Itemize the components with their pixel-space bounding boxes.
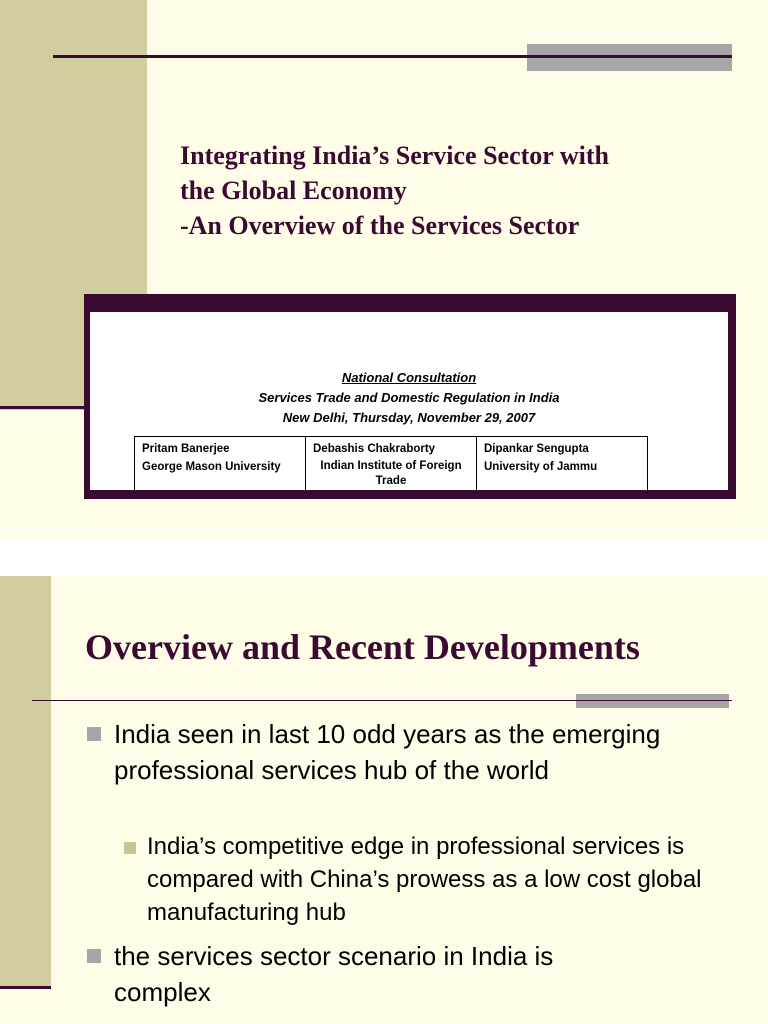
sidebar-tick bbox=[0, 406, 84, 409]
bullet-square-icon bbox=[87, 949, 101, 963]
sidebar-tick bbox=[0, 986, 51, 989]
title-line-1: Integrating India’s Service Sector with bbox=[180, 141, 609, 170]
authors-table bbox=[134, 436, 648, 493]
author-affiliation: George Mason University bbox=[142, 461, 281, 473]
bullet-item: India seen in last 10 odd years as the emerging professional services hub of the world bbox=[114, 719, 661, 785]
title-rule-overlay bbox=[576, 700, 729, 701]
author-affiliation: University of Jammu bbox=[484, 461, 598, 473]
slide-title: Overview and Recent Developments bbox=[85, 627, 640, 667]
bullet-square-icon bbox=[87, 727, 101, 741]
sub-bullet-item: India’s competitive edge in professional services is compared with China’s prowess as a low cost global manufacturing hub bbox=[147, 833, 702, 926]
author-name: Pritam Banerjee bbox=[142, 443, 230, 455]
consultation-place-date: New Delhi, Thursday, November 29, 2007 bbox=[282, 410, 536, 425]
slide-title bbox=[180, 138, 740, 243]
author-name: Dipankar Sengupta bbox=[484, 443, 589, 455]
author-cell bbox=[306, 437, 477, 493]
title-line-2: the Global Economy bbox=[180, 176, 407, 205]
gray-accent-bar bbox=[576, 694, 729, 708]
sub-bullet-square-icon bbox=[124, 842, 136, 854]
consultation-panel bbox=[90, 312, 728, 490]
author-name: Debashis Chakraborty bbox=[313, 443, 436, 455]
consultation-box bbox=[84, 294, 736, 499]
title-line-3: -An Overview of the Services Sector bbox=[180, 211, 580, 240]
author-affiliation: Indian Institute of Foreign Trade bbox=[320, 460, 462, 487]
bullet-item: the services sector scenario in India is complex bbox=[114, 941, 554, 1007]
top-rule-overlay bbox=[527, 55, 732, 58]
consultation-subtitle: Services Trade and Domestic Regulation in India bbox=[258, 390, 560, 405]
sidebar-accent bbox=[0, 576, 51, 988]
author-cell bbox=[135, 437, 306, 493]
slide-gap bbox=[0, 540, 768, 576]
consultation-heading: National Consultation bbox=[341, 370, 477, 385]
author-cell bbox=[477, 437, 647, 493]
